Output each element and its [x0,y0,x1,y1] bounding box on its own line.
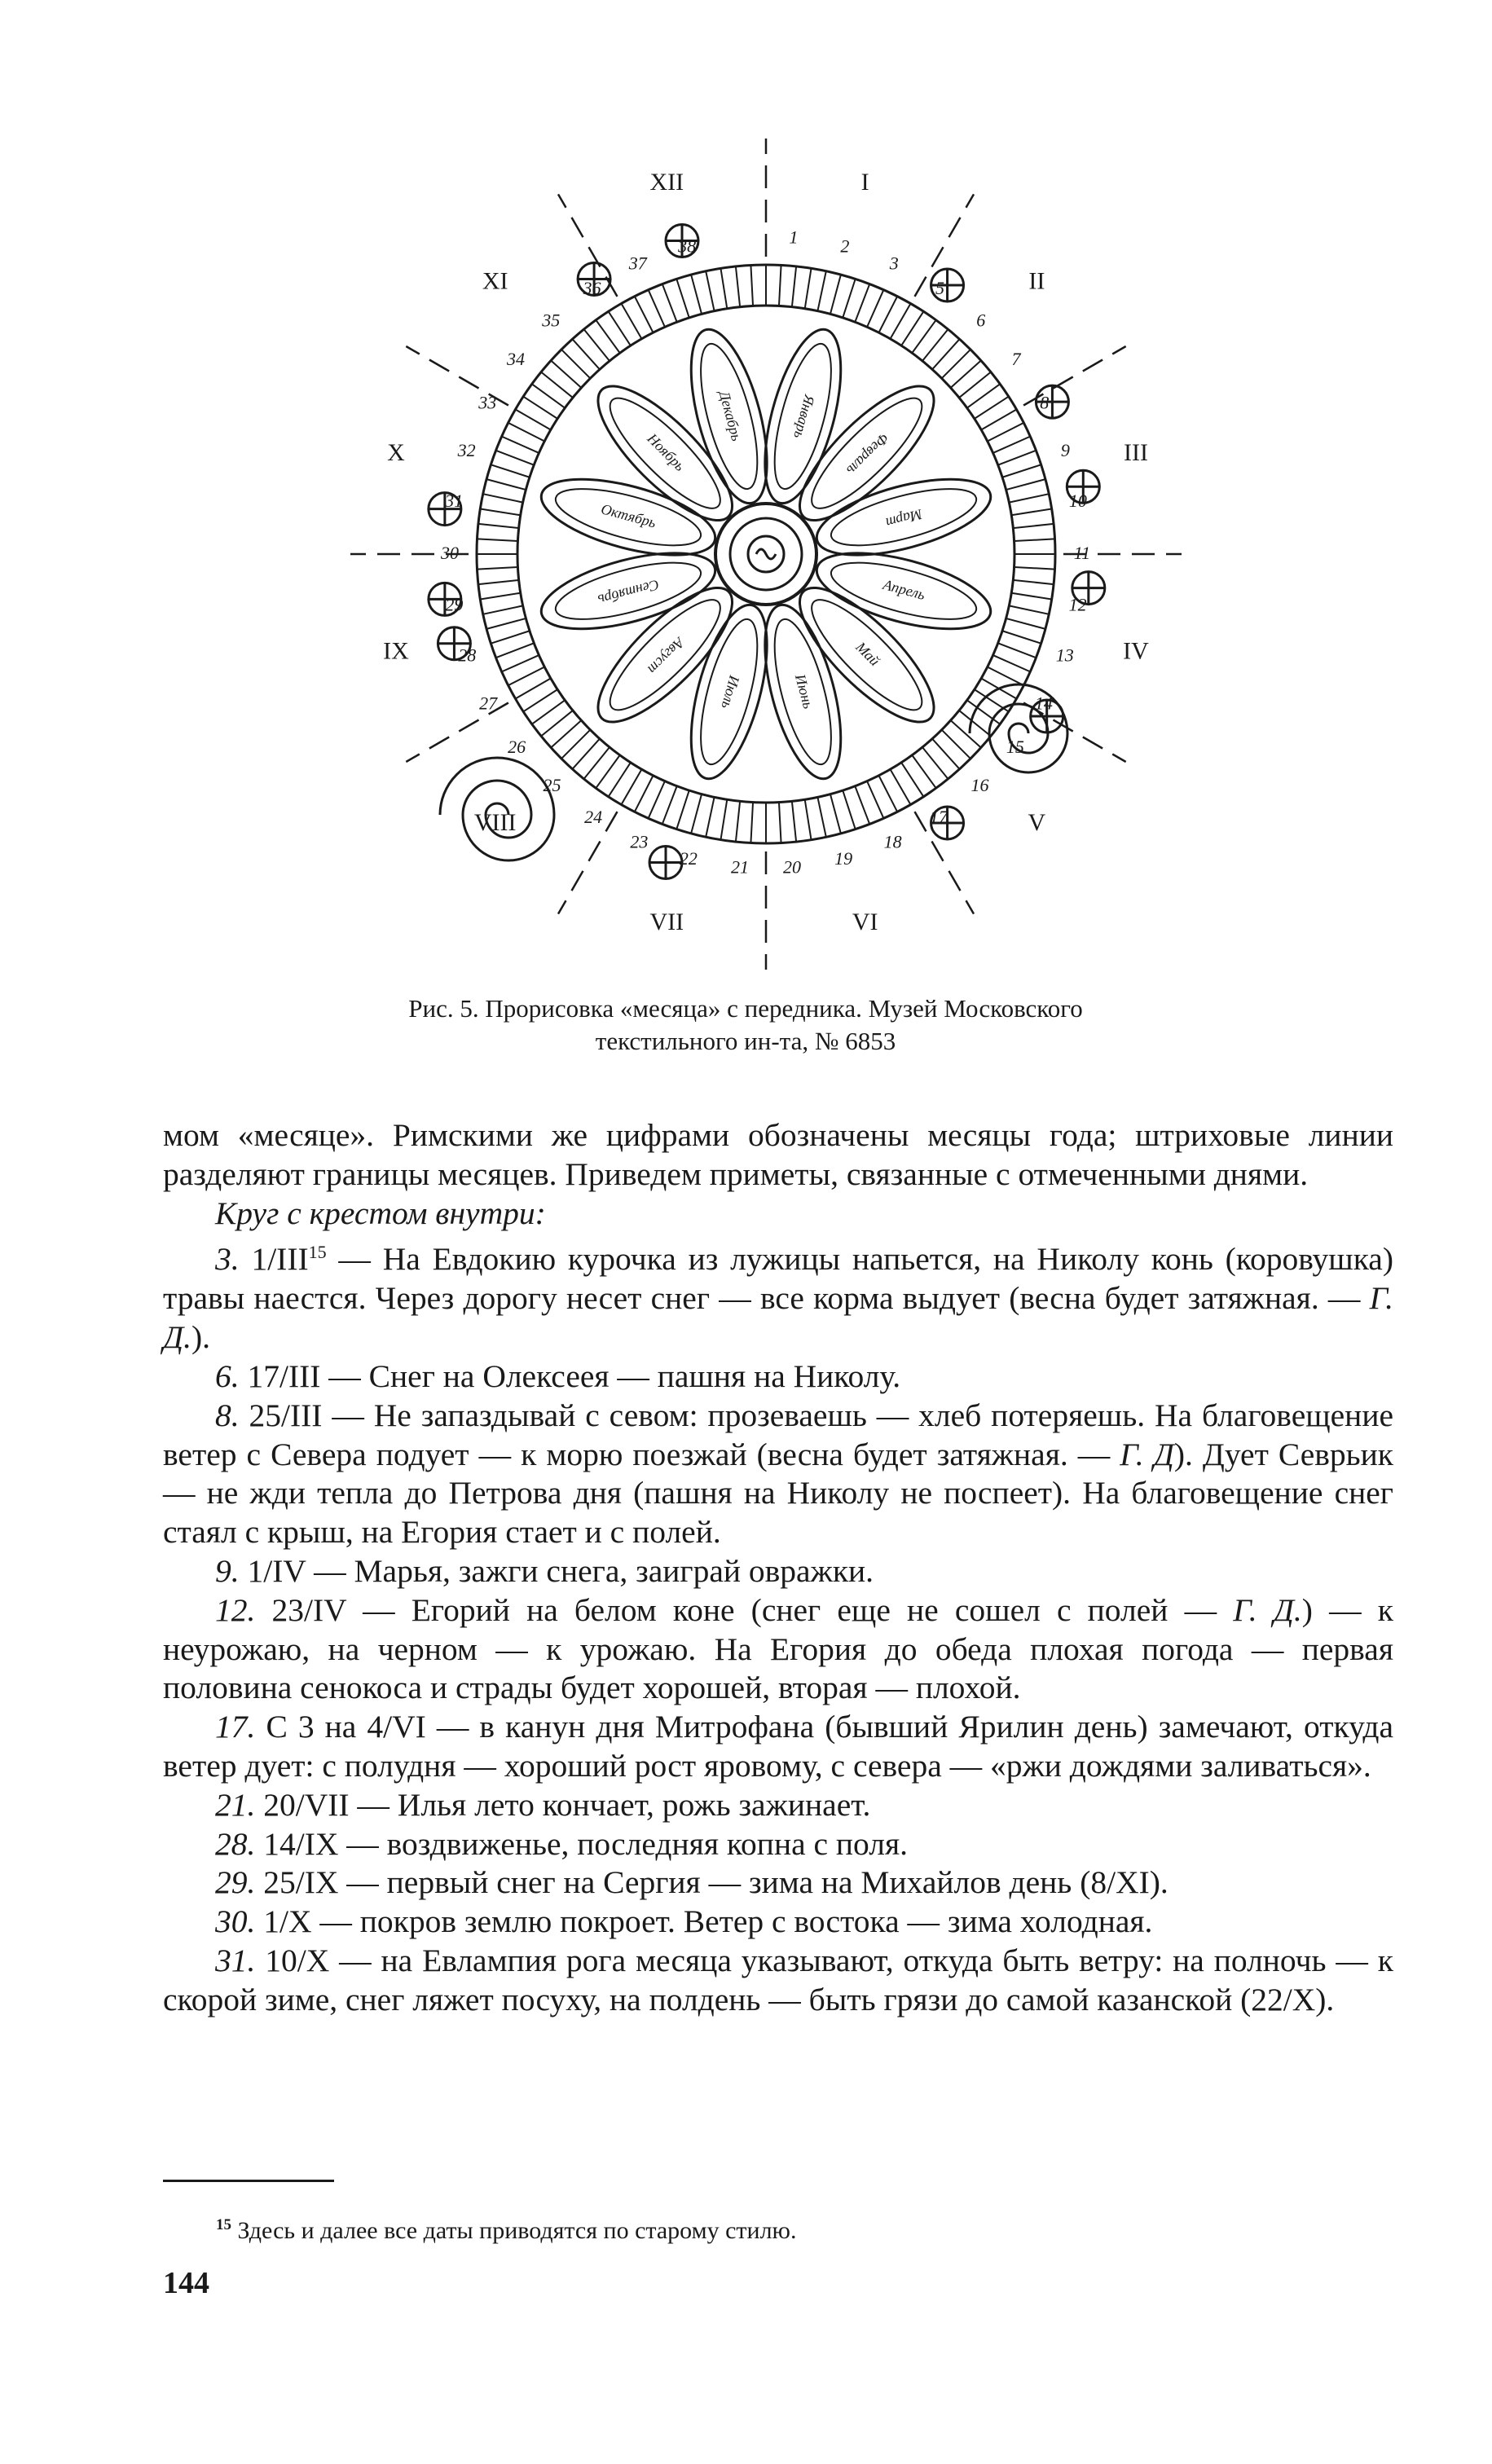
item-number: 17. [215,1709,256,1745]
ring-tick [483,605,523,614]
ring-tick [486,618,526,629]
paragraph-6 [163,1357,1393,1397]
day-number-label: 8 [1040,392,1050,413]
ring-tick [649,781,665,819]
month-name-label: Апрель [881,576,927,603]
ring-tick [662,786,677,825]
ring-tick [649,290,665,328]
item-text: 17/III — Снег на Олексеея — пашня на Николу. [239,1357,901,1394]
body-text [163,1116,1393,2019]
day-number-label: 30 [441,542,460,563]
ring-tick [867,781,883,819]
ring-tick [993,655,1031,671]
ring-tick [779,803,781,843]
ring-tick [477,567,517,570]
day-number-label: 20 [782,856,801,878]
ring-tick [480,508,520,515]
day-number-label: 22 [679,848,698,869]
day-number-label: 37 [628,253,647,274]
ring-tick [720,268,727,308]
ring-tick [483,494,523,502]
item-number: 8. [215,1397,240,1433]
ring-tick [993,437,1031,453]
item-abbr: Г. Д [1120,1436,1174,1472]
item-text-end: ). Дует Севрьик — не жди тепла до Петрова дня (пашня на Николу не поспеет). На благовещение снег стаял с крыш, на Егория стает и с полей. [163,1436,1393,1551]
cross-circle-markers [429,225,1105,879]
figure-caption [244,992,1247,1058]
ring-tick [891,769,911,804]
day-number-label: 7 [1011,348,1021,369]
ring-tick [830,794,841,834]
ring-tick [496,643,535,658]
item-text: 14/IX — воздвиженье, последняя копна с поля. [255,1825,909,1862]
item-number: 29. [215,1864,256,1901]
ring-tick [750,265,753,306]
ring-tick [1014,539,1055,541]
ring-tick [1011,508,1051,515]
ring-tick [736,801,740,842]
month-name-label: Сентябрь [596,576,662,609]
ring-tick [496,451,535,465]
ring-tick [477,539,517,541]
item-number: 31. [215,1942,256,1978]
item-number: 6. [215,1357,240,1394]
item-number: 9. [215,1552,240,1589]
ring-tick [792,266,796,307]
ring-tick [1002,631,1041,643]
calendar-drawing [326,130,1206,994]
ring-tick [736,266,740,307]
ring-tick [1006,618,1045,629]
calendar-figure [326,130,1206,994]
ring-tick [855,284,869,323]
item-number: 21. [215,1786,256,1823]
day-number-label: 1 [789,227,799,248]
paragraph-intro: мом «месяце». Римскими же цифрами обозначены месяцы года; штриховые линии разделяют границы месяцев. Приведем приметы, связанные с отмеченными днями. [163,1117,1393,1192]
roman-month-label: V [1028,809,1046,837]
roman-month-label: XI [482,267,508,295]
roman-month-label: XII [649,168,684,196]
day-number-label: 34 [507,348,526,369]
month-divider [1023,346,1126,406]
day-number-label: 23 [630,831,649,852]
ring-tick [480,593,520,600]
footnote-marker: 15 [216,2216,231,2233]
item-date: 1/III [251,1241,309,1278]
month-name-label: Октябрь [599,500,658,531]
roman-month-label: X [387,439,405,467]
day-number-label: 16 [970,774,989,795]
month-name-label: Февраль [843,429,892,479]
heading-text: Круг с крестом внутри: [215,1195,546,1231]
day-number-label: 24 [584,807,603,828]
month-name-label: Июль [718,673,743,711]
footnote-divider [163,2180,334,2182]
ring-tick [1009,605,1049,614]
day-number-label: 2 [840,235,850,257]
day-number-label: 36 [583,278,601,299]
day-number-label: 18 [883,831,902,852]
roman-month-label: VI [852,908,878,935]
ring-tick [516,410,551,430]
footnote-text: Здесь и далее все даты приводятся по старому стилю. [231,2217,797,2244]
ring-tick [805,799,812,839]
paragraph-3 [163,1233,1393,1357]
item-number: 12. [215,1591,256,1628]
item-number: 28. [215,1825,256,1862]
ring-tick [622,769,642,804]
ring-tick [750,803,753,843]
item-text: — На Евдокию курочка из лужицы напьется, на Николу конь (коровушка) травы наестся. Через дорогу несет снег — все корма выдует (весна будет затяжная. — [163,1241,1393,1317]
day-number-label: 3 [889,253,899,274]
day-number-label: 21 [731,856,750,878]
paragraph-17 [163,1708,1393,1786]
ring-tick [676,790,689,829]
ring-tick [843,279,855,318]
ring-tick [843,790,855,829]
ring-tick [508,667,545,685]
spiral-right [970,684,1067,772]
day-number-label: 15 [1006,736,1024,757]
item-text: С 3 на 4/VI — в канун дня Митрофана (бывший Ярилин день) замечают, откуда ветер дует: с полудня — хороший рост яровому, с севера — «ржи дождями заливаться». [163,1709,1393,1784]
ring-tick [706,797,714,837]
day-number-label: 33 [478,392,497,413]
ring-tick [662,284,677,323]
ring-tick [635,776,654,812]
day-number-label: 6 [976,310,986,331]
ring-tick [1011,593,1051,600]
ring-tick [817,797,825,837]
day-number-label: 26 [508,736,526,757]
item-text: 20/VII — Илья лето кончает, рожь зажинает. [255,1786,871,1823]
ring-tick [779,265,781,306]
item-text-end: ) — к неурожаю, на черном — к урожаю. На Егория до обеда плохая погода — первая половина сенокоса и страды будет хорошей, вторая — плохой. [163,1591,1393,1706]
ring-tick [998,451,1036,465]
ring-tick [817,271,825,311]
item-number: 30. [215,1903,256,1940]
ring-tick [981,410,1016,430]
ring-tick [491,631,530,643]
ring-tick [878,297,897,333]
day-number-label: 28 [458,645,477,666]
ring-tick [867,290,883,328]
ring-tick [830,275,841,314]
ring-tick [891,304,911,339]
item-text: 10/X — на Евлампия рога месяца указывают, откуда быть ветру: на полночь — к скорой зиме, снег ляжет посуху, на полдень — быть грязи до самой казанской (22/X). [163,1942,1393,2017]
month-name-label: Июнь [791,672,817,711]
ring-tick [491,464,530,477]
ring-tick [478,580,519,584]
item-text: 1/IV — Марья, зажги снега, заиграй овражки. [239,1552,874,1589]
ring-tick [720,799,727,839]
item-abbr: Г. Д. [163,1280,1393,1356]
ring-tick [805,268,812,308]
ring-tick [855,786,869,825]
item-text-end: ). [191,1319,211,1356]
day-number-label: 13 [1055,645,1074,666]
ring-tick [1013,580,1054,584]
roman-month-label: II [1028,267,1045,295]
caption-line-1: Рис. 5. Прорисовка «месяца» с передника. Музей Московского [408,994,1083,1023]
month-name-label: Январь [790,393,818,441]
item-abbr: Г. Д. [1233,1591,1302,1628]
roman-month-label: VII [649,908,684,935]
ring-tick [988,423,1024,442]
day-number-label: 35 [542,310,561,331]
ring-tick [1006,479,1045,490]
day-number-label: 9 [1060,440,1070,461]
item-text: 25/IX — первый снег на Сергия — зима на Михайлов день (8/XI). [255,1864,1169,1901]
ring-tick [1014,567,1055,570]
ring-tick [478,524,519,528]
ring-tick [1013,524,1054,528]
roman-month-label: I [860,168,869,196]
day-number-label: 14 [1034,693,1053,714]
day-number-label: 29 [445,594,464,615]
item-text: 23/IV — Егорий на белом коне (снег еще не сошел с полей — [255,1591,1234,1628]
day-number-label: 17 [929,807,948,828]
ring-tick [878,776,897,812]
footnote [216,2210,1357,2246]
paragraph-8 [163,1397,1393,1552]
day-number-label: 5 [935,278,944,299]
item-number: 3. [215,1241,240,1278]
paragraph-9 [163,1552,1393,1591]
month-name-label: Август [645,634,689,678]
ring-tick [676,279,689,318]
ring-tick [516,679,551,699]
spiral-ornaments [440,684,1067,860]
ring-tick [486,479,526,490]
day-number-label: 19 [834,848,853,869]
day-number-label: 12 [1068,594,1087,615]
day-number-label: 10 [1068,491,1087,512]
roman-month-label: III [1123,439,1148,467]
month-name-label: Май [852,638,883,670]
month-name-label: Ноябрь [644,429,689,474]
ring-tick [706,271,714,311]
roman-month-label: IX [383,637,409,665]
ring-tick [502,437,539,453]
ring-tick [635,297,654,333]
paragraph-heading [163,1195,1393,1234]
page-number: 144 [163,2266,209,2300]
item-text: 25/III — Не запаздывай с севом: прозеваешь — хлеб потеряешь. На благовещение ветер с Севера подует — к морю поезжай (весна будет затяжная. — [163,1397,1393,1472]
month-name-label: Март [883,505,925,532]
footnote-ref[interactable]: 15 [308,1242,327,1263]
day-number-label: 11 [1073,542,1091,563]
roman-month-label: IV [1123,637,1149,665]
ring-tick [1002,464,1041,477]
month-name-label: Декабрь [715,389,746,443]
item-text: 1/X — покров землю покроет. Ветер с востока — зима холодная. [255,1903,1153,1940]
ring-tick [508,423,545,442]
day-number-label: 32 [457,440,476,461]
ring-tick [792,801,796,842]
day-number-label: 31 [445,491,464,512]
ring-tick [502,655,539,671]
paragraph-21 [163,1786,1393,1825]
paragraph-28 [163,1825,1393,1864]
ring-tick [988,667,1024,685]
ring-tick [691,794,702,834]
center-swirl [756,549,776,559]
day-number-label: 38 [678,235,697,257]
paragraph-12 [163,1591,1393,1708]
ring-tick [622,304,642,339]
roman-month-label: VIII [473,809,517,837]
ring-tick [998,643,1036,658]
caption-line-2: текстильного ин-та, № 6853 [595,1027,896,1055]
paragraph-30 [163,1903,1393,1942]
paragraph-29 [163,1863,1393,1903]
day-number-label: 25 [543,774,561,795]
paragraph-31 [163,1942,1393,2020]
ring-tick [1009,494,1049,502]
day-number-label: 27 [479,693,498,714]
ring-tick [691,275,702,314]
